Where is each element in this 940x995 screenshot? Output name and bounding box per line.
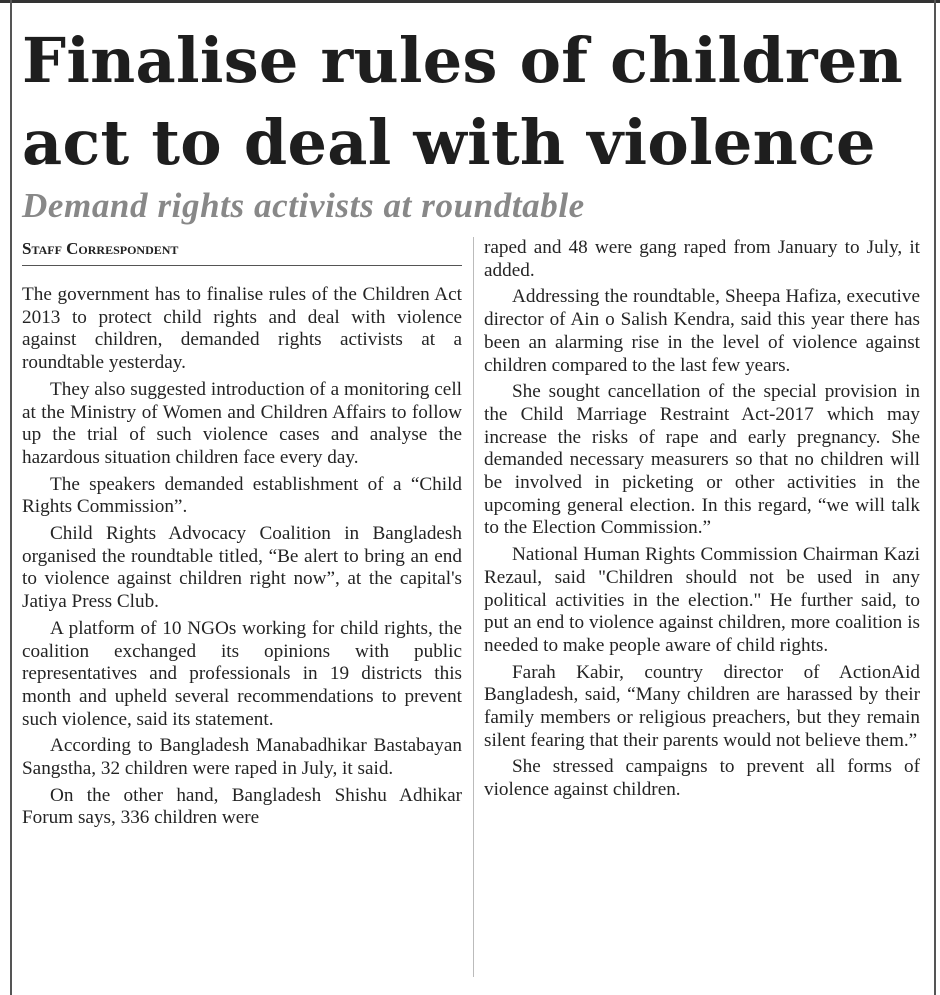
paragraph: They also suggested introduction of a monitoring cell at the Ministry of Women and Children Affairs to follow up the trial of such violence cases and analyse the hazardous situation children face every day. [22,378,462,468]
page-top-rule [0,0,940,3]
paragraph: The government has to finalise rules of the Children Act 2013 to protect child rights and deal with violence against children, demanded rights activists at a roundtable yesterday. [22,284,462,374]
column-divider [473,237,474,977]
paragraph: A platform of 10 NGOs working for child rights, the coalition exchanged its opinions with public representatives and professionals in 19 districts this month and upheld several recommendations to prevent such violence, said its statement. [22,617,462,730]
paragraph: National Human Rights Commission Chairman Kazi Rezaul, said "Children should not be used in any political activities in the election." He further said, to put an end to violence against children, more coalition is needed to make people aware of child rights. [484,544,920,656]
paragraph: raped and 48 were gang raped from January to July, it added. [484,237,920,281]
page-left-rule [10,0,12,995]
paragraph: She sought cancellation of the special provision in the Child Marriage Restraint Act-2017 which may increase the risks of rape and early pregnancy. She demanded necessary measurers so that no children will be involved in picketing or other activities in the upcoming general election. In this regard, “we will talk to the Election Commission.” [484,381,920,539]
article-column-left [22,284,462,834]
paragraph: Farah Kabir, country director of ActionAid Bangladesh, said, “Many children are harassed by their family members or religious preachers, but they remain silent fearing that their parents would not believe them.” [484,661,920,751]
paragraph: Addressing the roundtable, Sheepa Hafiza, executive director of Ain o Salish Kendra, said this year there has been an alarming rise in the level of violence against children compared to the last few years. [484,286,920,376]
subheadline: Demand rights activists at roundtable [22,186,585,225]
paragraph: According to Bangladesh Manabadhikar Bastabayan Sangstha, 32 children were raped in July, it said. [22,735,462,780]
page-right-rule [934,0,936,995]
headline: Finalise rules of children act to deal with violence [22,24,903,179]
paragraph: She stressed campaigns to prevent all forms of violence against children. [484,756,920,801]
paragraph: On the other hand, Bangladesh Shishu Adhikar Forum says, 336 children were [22,784,462,829]
paragraph: The speakers demanded establishment of a “Child Rights Commission”. [22,473,462,518]
article-column-right [484,237,920,806]
paragraph: Child Rights Advocacy Coalition in Bangladesh organised the roundtable titled, “Be alert to bring an end to violence against children right now”, at the capital's Jatiya Press Club. [22,523,462,613]
byline: Staff Correspondent [22,238,462,266]
